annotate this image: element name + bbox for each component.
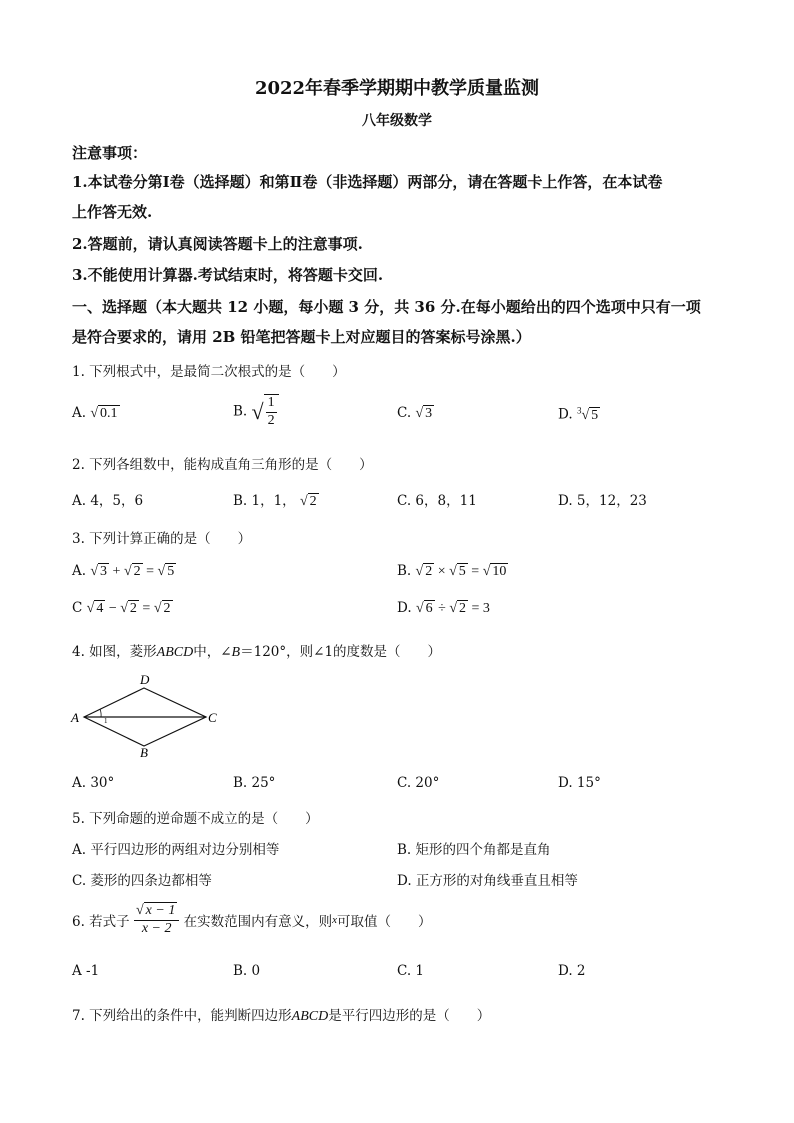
question-6-option-d: D. 2 <box>558 963 586 979</box>
question-1-option-a: A. √ 0.1 <box>72 405 118 421</box>
equals: = <box>471 564 480 579</box>
value: 3 <box>482 601 490 616</box>
question-6-stem <box>72 902 432 938</box>
option-label: A. <box>72 563 87 579</box>
question-3-option-a: A. √ 3 + √ 2 = √ 5 <box>72 563 175 579</box>
question-6-option-c: C. 1 <box>397 963 425 979</box>
radicand: 2 <box>133 564 141 579</box>
radicand: 2 <box>425 564 433 579</box>
stem-text: 在实数范围内有意义，则 <box>183 913 333 930</box>
option-label: D. <box>558 406 573 423</box>
radicand: 3 <box>100 564 108 579</box>
question-1-option-d: D. $^3$√ 5 <box>558 405 599 423</box>
angle-1-label: 1 <box>104 717 108 725</box>
option-label: D. <box>397 600 412 616</box>
question-2-option-b: B. 1，1， √ 2 <box>233 493 317 509</box>
question-3-stem: 3. 下列计算正确的是（ ） <box>72 531 252 547</box>
question-2-option-a: A. 4，5，6 <box>72 493 144 509</box>
radicand: 2 <box>309 494 317 509</box>
option-label: C <box>72 600 83 616</box>
angle-1-arc <box>100 709 101 717</box>
expression-fraction: $\frac{√ x - 1}{x - 2}$ <box>134 902 179 938</box>
radicand: 5 <box>458 564 466 579</box>
notes-heading: 注意事项： <box>72 144 148 162</box>
option-label: B. <box>397 563 412 579</box>
question-4-option-c: C. 20° <box>397 775 440 791</box>
radicand: 2 <box>163 601 171 616</box>
radicand: 2 <box>459 601 466 616</box>
question-4-stem <box>72 640 441 661</box>
equals: = <box>471 601 480 616</box>
page-title: 2022年春季学期期中教学质量监测 <box>254 78 540 99</box>
vertex-a-label: A <box>71 710 79 725</box>
shape-name: ABCD <box>156 645 194 660</box>
question-2-option-d: D. 5，12，23 <box>558 493 647 509</box>
radicand: 10 <box>492 564 507 579</box>
option-label: A. <box>72 405 87 421</box>
radicand: 5 <box>591 407 599 423</box>
question-3-option-c: C √ 4 − √ 2 = √ 2 <box>72 600 171 616</box>
question-4-option-a: A. 30° <box>72 775 115 791</box>
vertex-b-label: B <box>140 745 148 760</box>
question-1-stem: 1. 下列根式中，是最简二次根式的是（ ） <box>72 364 346 380</box>
fraction-denominator: x − 2 <box>141 920 172 936</box>
notes-item-2: 2.答题前，请认真阅读答题卡上的注意事项. <box>72 235 363 253</box>
operator: ÷ <box>438 601 446 616</box>
stem-text: 6. 若式子 <box>72 913 130 930</box>
question-4-option-b: B. 25° <box>233 775 276 791</box>
option-label: B. <box>233 403 248 420</box>
equals: = <box>142 601 151 616</box>
fraction-denominator: 2 <box>267 412 275 428</box>
radicand: 4 <box>96 601 104 616</box>
variable: x <box>332 913 338 926</box>
question-2-option-c: C. 6，8，11 <box>397 493 477 509</box>
question-1-option-b: B. √ $\frac{1}{2}$ <box>233 394 279 430</box>
question-2-stem: 2. 下列各组数中，能构成直角三角形的是（ ） <box>72 457 373 473</box>
operator: − <box>108 601 117 616</box>
stem-text: 可取值（ ） <box>337 913 432 930</box>
equals: = <box>146 564 155 579</box>
section-1-header: 一、选择题（本大题共 12 小题，每小题 3 分，共 36 分.在每小题给出的四个选项中只有一项 <box>72 298 701 316</box>
question-5-option-b: B. 矩形的四个角都是直角 <box>397 842 551 858</box>
radicand: 2 <box>129 601 137 616</box>
question-5-stem: 5. 下列命题的逆命题不成立的是（ ） <box>72 811 319 827</box>
question-5-option-d: D. 正方形的对角线垂直且相等 <box>397 873 578 889</box>
notes-item-1: 1.本试卷分第Ⅰ卷（选择题）和第Ⅱ卷（非选择题）两部分，请在答题卡上作答，在本试卷 <box>72 173 663 191</box>
operator: + <box>112 564 121 579</box>
root-index: 3 <box>576 405 582 415</box>
shape-name: ABCD <box>291 1009 329 1024</box>
radicand: 5 <box>167 564 175 579</box>
question-6-option-a: A -1 <box>72 963 100 979</box>
rhombus-figure <box>66 668 226 760</box>
stem-text: 是平行四边形的是（ ） <box>328 1008 491 1024</box>
stem-text: 4. 如图，菱形 <box>72 644 157 660</box>
radicand: 6 <box>425 601 433 616</box>
notes-item-1-cont: 上作答无效. <box>72 203 153 221</box>
radicand: x − 1 <box>145 903 176 918</box>
question-5-option-a: A. 平行四边形的两组对边分别相等 <box>72 842 280 858</box>
question-7-stem <box>72 1004 490 1025</box>
notes-item-3: 3.不能使用计算器.考试结束时，将答题卡交回. <box>72 266 384 284</box>
option-text: B. 1，1， <box>233 493 296 509</box>
stem-text: ＝120°，则∠1的度数是（ ） <box>240 644 442 660</box>
question-6-option-b: B. 0 <box>233 963 261 979</box>
vertex-d-label: D <box>140 672 150 687</box>
page-subtitle: 八年级数学 <box>362 113 432 129</box>
question-4-option-d: D. 15° <box>558 775 601 791</box>
radicand: 0.1 <box>100 406 118 421</box>
option-label: C. <box>397 405 412 421</box>
question-3-option-d: D. √ 6 ÷ √ 2 = 3 <box>397 600 490 616</box>
operator: × <box>437 564 446 579</box>
angle-name: B <box>231 645 241 660</box>
question-5-option-c: C. 菱形的四条边都相等 <box>72 873 212 889</box>
stem-text: 中，∠ <box>193 644 232 660</box>
fraction-numerator: 1 <box>266 395 277 413</box>
question-1-option-c: C. √ 3 <box>397 405 433 421</box>
vertex-c-label: C <box>208 710 217 725</box>
radicand: 3 <box>425 406 433 421</box>
question-3-option-b: B. √ 2 × √ 5 = √ 10 <box>397 563 507 579</box>
section-1-header-cont: 是符合要求的，请用 2B 铅笔把答题卡上对应题目的答案标号涂黑.） <box>72 328 531 346</box>
stem-text: 7. 下列给出的条件中，能判断四边形 <box>72 1008 292 1024</box>
